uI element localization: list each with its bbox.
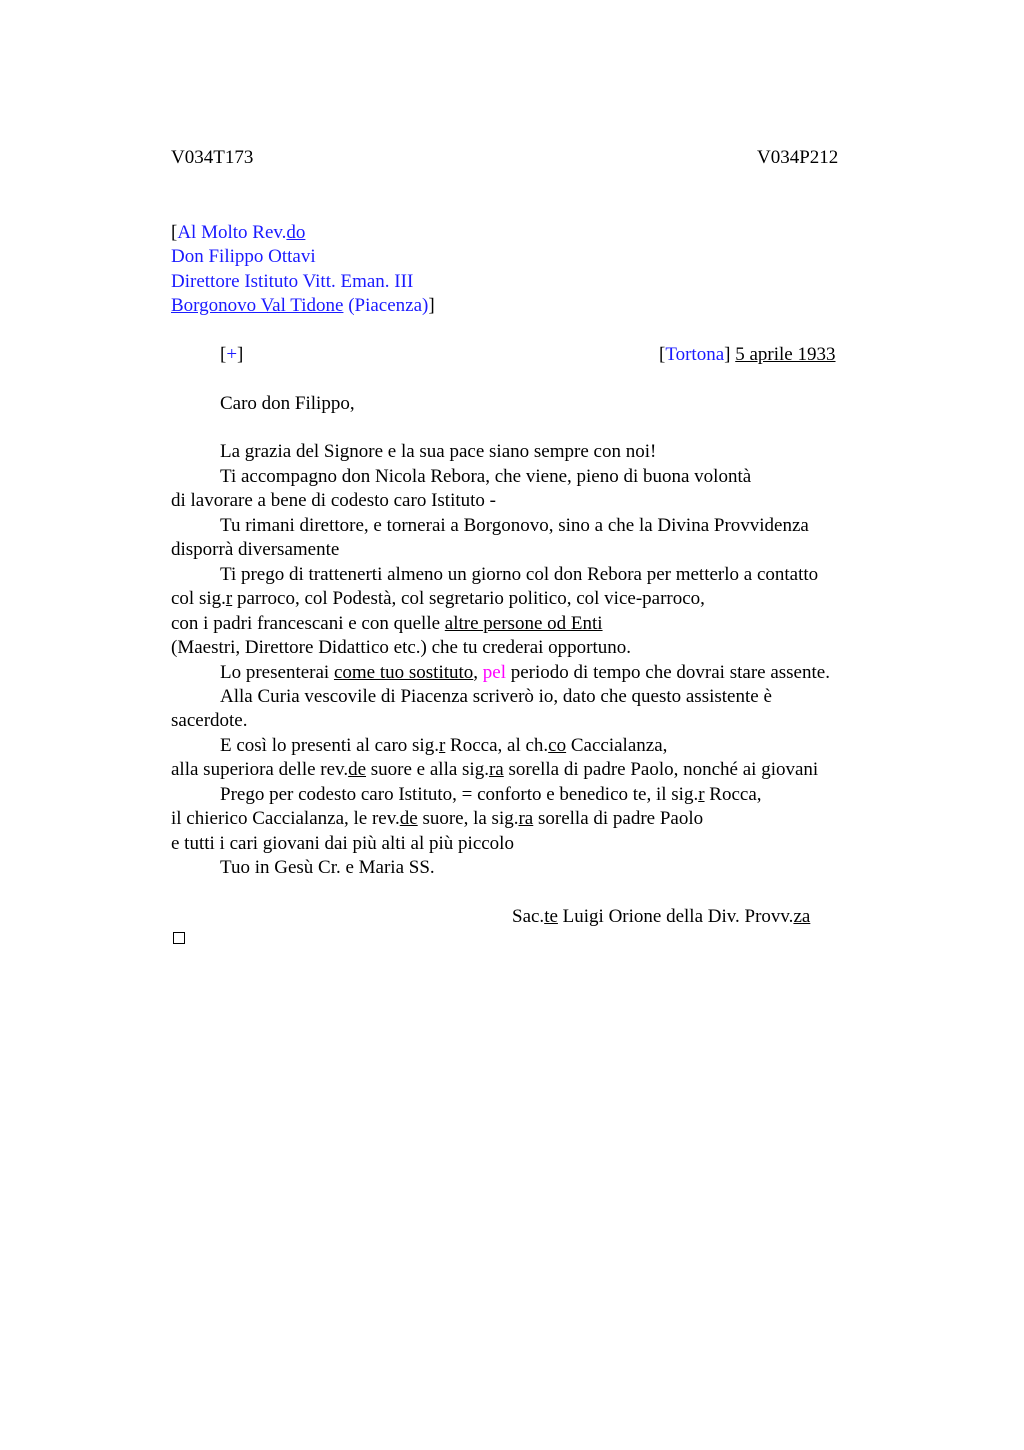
body-line: [171, 587, 705, 611]
body-line: [220, 661, 830, 685]
text: periodo di tempo che dovrai stare assente.: [506, 662, 830, 683]
body-line: di lavorare a bene di codesto caro Istituto -: [171, 490, 496, 511]
text: il chierico Caccialanza, le rev.: [171, 808, 400, 829]
body-line: [171, 807, 703, 831]
address-province: (Piacenza): [348, 295, 429, 316]
dateline-place: Tortona: [665, 344, 725, 365]
text: Luigi Orione della Div. Provv.: [557, 906, 794, 927]
bracket: ]: [428, 295, 435, 316]
document-code-left: V034T173: [171, 147, 254, 168]
dateline-date: 5 aprile 1933: [735, 344, 836, 365]
text: alla superiora delle rev.: [171, 759, 349, 780]
address-line-2: Don Filippo Ottavi: [171, 246, 316, 267]
body-line: e tutti i cari giovani dai più alti al più piccolo: [171, 833, 514, 854]
address-line-1: [171, 221, 305, 245]
cross-icon: +: [226, 344, 238, 365]
abbreviation: de: [348, 759, 367, 780]
abbreviation: do: [286, 222, 306, 243]
body-line: [220, 783, 762, 807]
text: sorella di padre Paolo: [533, 808, 704, 829]
closing-line: Tuo in Gesù Cr. e Maria SS.: [220, 857, 435, 878]
body-line: [171, 758, 818, 782]
bracket: [: [659, 344, 666, 365]
abbreviation: r: [698, 784, 705, 805]
highlighted-word: pel: [482, 662, 506, 683]
text: Rocca,: [704, 784, 762, 805]
underlined-text: altre persone od Enti: [444, 613, 603, 634]
address-line-4: [171, 294, 435, 318]
abbreviation: de: [399, 808, 418, 829]
body-line: [220, 734, 667, 758]
text: con i padri francescani e con quelle: [171, 613, 445, 634]
bracket: ]: [724, 344, 731, 365]
text: sorella di padre Paolo, nonché ai giovani: [503, 759, 819, 780]
text: ,: [473, 662, 483, 683]
bracket: ]: [237, 344, 244, 365]
text: Sac.: [512, 906, 545, 927]
abbreviation: za: [793, 906, 811, 927]
document-code-right: V034P212: [757, 147, 839, 168]
bracket: [: [171, 222, 178, 243]
cross-mark: [220, 343, 243, 367]
end-marker-box-icon: [173, 932, 185, 944]
abbreviation: ra: [488, 759, 504, 780]
bracket: [: [220, 344, 227, 365]
text: suore, la sig.: [417, 808, 519, 829]
text: col sig.: [171, 588, 226, 609]
body-line: Tu rimani direttore, e tornerai a Borgonovo, sino a che la Divina Provvidenza: [220, 515, 809, 536]
text: Caccialanza,: [566, 735, 668, 756]
salutation: Caro don Filippo,: [220, 393, 355, 414]
dateline: [659, 343, 836, 367]
body-line: Ti prego di trattenerti almeno un giorno col don Rebora per metterlo a contatto: [220, 564, 819, 585]
abbreviation: r: [225, 588, 233, 609]
body-line: La grazia del Signore e la sua pace siano sempre con noi!: [220, 441, 657, 462]
underlined-text: come tuo sostituto: [333, 662, 474, 683]
signature: [512, 905, 810, 929]
text: Prego per codesto caro Istituto, = conforto e benedico te, il sig.: [220, 784, 699, 805]
text: suore e alla sig.: [366, 759, 489, 780]
address-line-3: Direttore Istituto Vitt. Eman. III: [171, 271, 414, 292]
address-title: Al Molto Rev.: [177, 222, 287, 243]
abbreviation: te: [544, 906, 558, 927]
abbreviation: ra: [518, 808, 534, 829]
body-line: disporrà diversamente: [171, 539, 340, 560]
text: Rocca, al ch.: [445, 735, 549, 756]
body-line: (Maestri, Direttore Didattico etc.) che tu crederai opportuno.: [171, 637, 632, 658]
letter-page: [171, 0, 891, 1450]
text: E così lo presenti al caro sig.: [220, 735, 439, 756]
abbreviation: r: [438, 735, 446, 756]
address-place: Borgonovo Val Tidone: [171, 295, 344, 316]
text: parroco, col Podestà, col segretario politico, col vice-parroco,: [232, 588, 705, 609]
body-line: Alla Curia vescovile di Piacenza scriverò io, dato che questo assistente è: [220, 686, 772, 707]
body-line: sacerdote.: [171, 710, 248, 731]
body-line: Ti accompagno don Nicola Rebora, che viene, pieno di buona volontà: [220, 466, 752, 487]
body-line: [171, 612, 603, 636]
text: Lo presenterai: [220, 662, 334, 683]
abbreviation: co: [548, 735, 567, 756]
